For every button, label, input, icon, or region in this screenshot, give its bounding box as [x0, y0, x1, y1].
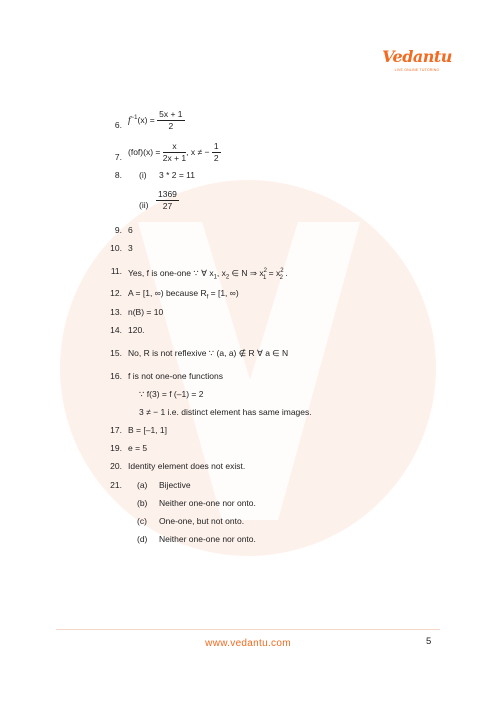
answer-number: 6.: [114, 120, 122, 130]
fraction: $\frac{5x + 1}{2}$: [159, 109, 183, 131]
answer-number: 7.: [114, 152, 122, 162]
page-number: 5: [426, 636, 432, 647]
answer-number: 13.: [110, 307, 122, 317]
answer-17: B = [–1, 1]: [128, 425, 167, 435]
answer-12: A = [1, ∞) because $R_f = [1$, ∞): [128, 288, 239, 301]
answer-number: 20.: [110, 461, 122, 471]
answer-11: Yes, f is one-one ∵ ∀ $x_1$, $x_2$ ∈ N ⇒ $x^2_1 = x^2_2$ .: [128, 267, 288, 281]
answer-16-line-2: ∵ f(3) = f (–1) = 2: [139, 389, 204, 399]
footer-url-link[interactable]: www.vedantu.com: [205, 638, 291, 649]
answer-21-b-label: (b): [137, 498, 148, 508]
answer-number: 21.: [110, 480, 122, 490]
fraction: $\frac{1}{2}$: [213, 141, 219, 163]
answer-number: 16.: [110, 371, 122, 381]
answer-number: 12.: [110, 288, 122, 298]
logo-wordmark: Vedantu: [382, 47, 452, 66]
answer-21-a: Bijective: [159, 480, 191, 490]
answer-number: 17.: [110, 425, 122, 435]
answer-15: No, R is not reflexive ∵ (a, a) ∉ R ∀ a ∈ N: [128, 348, 289, 358]
answer-13: n(B) = 10: [128, 307, 164, 317]
answer-8-i-label: (i): [139, 170, 147, 180]
answer-8-ii: [156, 189, 179, 212]
answer-number: 14.: [110, 325, 122, 335]
answer-8-i: 3 * 2 = 11: [159, 170, 195, 180]
answer-6: $f^{-1}(x)$ = $\frac{5x + 1}{2}$: [128, 109, 183, 131]
vedantu-logo: [382, 48, 452, 72]
fraction: $\frac{x}{2x + 1}$: [162, 141, 187, 163]
logo-tagline: LIVE ONLINE TUTORING: [394, 68, 440, 72]
answer-8-ii-label: (ii): [139, 200, 149, 210]
fraction: $\frac{1369}{27}$: [158, 189, 177, 211]
answer-21-c-label: (c): [137, 516, 147, 526]
answer-21-d-label: (d): [137, 534, 148, 544]
answer-21-a-label: (a): [137, 480, 148, 490]
answer-number: 15.: [110, 348, 122, 358]
footer-divider: [56, 629, 440, 630]
answer-19: e = 5: [128, 443, 148, 453]
answer-9: 6: [128, 225, 133, 235]
answer-20: Identity element does not exist.: [128, 461, 246, 471]
answer-21-d: Neither one-one nor onto.: [159, 534, 256, 544]
answer-7: (fof)(x) = $\frac{x}{2x + 1}$ , x ≠ − $\frac{1}{2}$: [128, 141, 219, 163]
answer-16: f is not one-one functions: [128, 371, 223, 381]
answer-number: 19.: [110, 443, 122, 453]
answer-21-c: One-one, but not onto.: [159, 516, 245, 526]
answer-14: 120.: [128, 325, 145, 335]
answer-number: 8.: [114, 170, 122, 180]
answer-number: 11.: [110, 266, 122, 276]
answer-16-line-3: 3 ≠ − 1 i.e. distinct element has same images.: [139, 407, 312, 417]
answer-number: 9.: [114, 225, 122, 235]
answer-number: 10.: [110, 243, 122, 253]
answer-21-b: Neither one-one nor onto.: [159, 498, 256, 508]
answer-10: 3: [128, 243, 133, 253]
